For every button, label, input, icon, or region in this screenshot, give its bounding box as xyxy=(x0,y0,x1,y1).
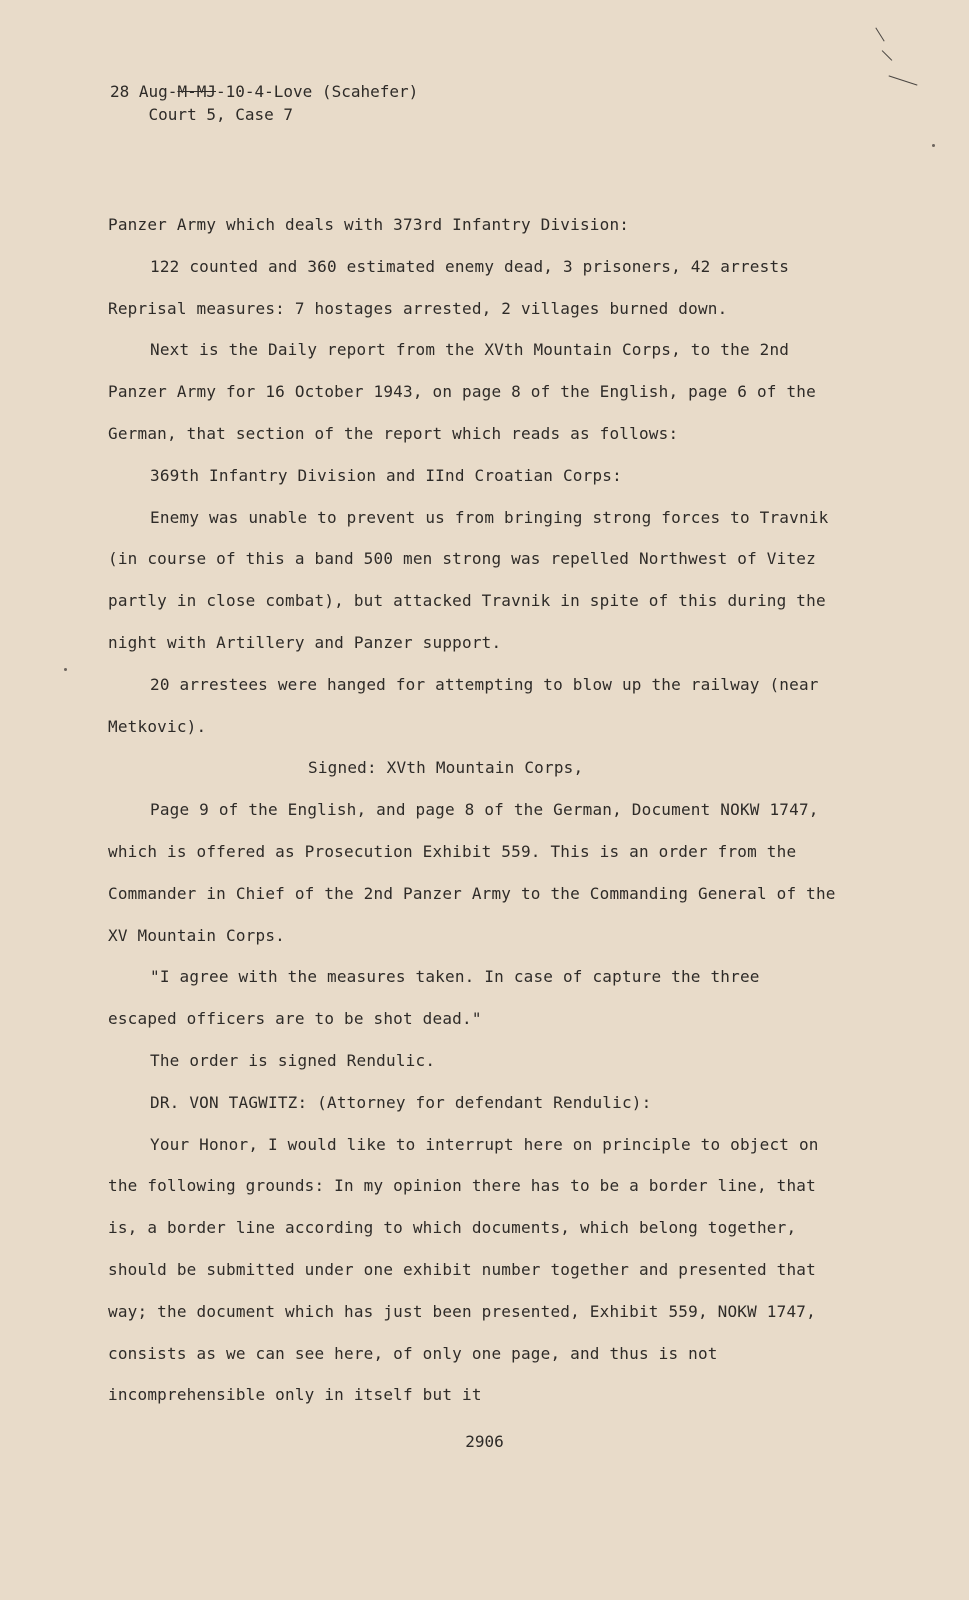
paragraph: Your Honor, I would like to interrupt here on principle to object on the following grounds: In my opinion there has to be a border line, that is, a border line according to which documents, which belong together, should be submitted under one exhibit number together and presented that way; the document which has just been presented, Exhibit 559, NOKW 1747, consists as we can see here, of only one page, and thus is not incomprehensible only in itself but it xyxy=(108,1134,819,1405)
header-reference-suffix: -10-4-Love (Scahefer) xyxy=(215,82,419,101)
speck xyxy=(932,144,935,147)
header-reference-struck: M-MJ xyxy=(177,82,216,101)
paragraph: 20 arrestees were hanged for attempting to blow up the railway (near Metkovic). xyxy=(108,674,819,736)
paragraph: Reprisal measures: 7 hostages arrested, 2 villages burned down. xyxy=(108,298,728,318)
paragraph: Enemy was unable to prevent us from bringing strong forces to Travnik (in course of this a band 500 men strong was repelled Northwest of Vitez partly in close combat), but attacked Travnik in spite of this during the night with Artillery and Panzer support. xyxy=(108,507,829,652)
paragraph: 369th Infantry Division and IInd Croatian Corps: xyxy=(150,465,622,485)
margin-mark xyxy=(882,50,893,61)
paragraph: Page 9 of the English, and page 8 of the German, Document NOKW 1747, which is offered as Prosecution Exhibit 559. This is an order from the Commander in Chief of the 2nd Panzer Army to the Commanding General of the XV Mountain Corps. xyxy=(108,800,836,945)
margin-mark xyxy=(889,75,918,85)
page-number: 2906 xyxy=(465,1432,504,1451)
quoted-order: "I agree with the measures taken. In case of capture the three escaped officers are to be shot dead." xyxy=(108,967,760,1029)
speck xyxy=(64,668,67,671)
document-header xyxy=(110,80,418,126)
speaker-line: DR. VON TAGWITZ: (Attorney for defendant Rendulic): xyxy=(150,1092,652,1112)
paragraph: Next is the Daily report from the XVth Mountain Corps, to the 2nd Panzer Army for 16 October 1943, on page 8 of the English, page 6 of the German, that section of the report which reads as follows: xyxy=(108,340,816,443)
transcript-body xyxy=(108,204,838,1416)
header-court-case: Court 5, Case 7 xyxy=(148,105,294,124)
paragraph: Panzer Army which deals with 373rd Infantry Division: xyxy=(108,215,630,234)
paragraph: 122 counted and 360 estimated enemy dead, 3 prisoners, 42 arrests xyxy=(150,256,790,276)
header-reference-prefix: 28 Aug- xyxy=(110,82,178,101)
paragraph: The order is signed Rendulic. xyxy=(150,1050,436,1070)
signature-line: Signed: XVth Mountain Corps, xyxy=(308,758,584,778)
margin-mark xyxy=(875,27,884,41)
